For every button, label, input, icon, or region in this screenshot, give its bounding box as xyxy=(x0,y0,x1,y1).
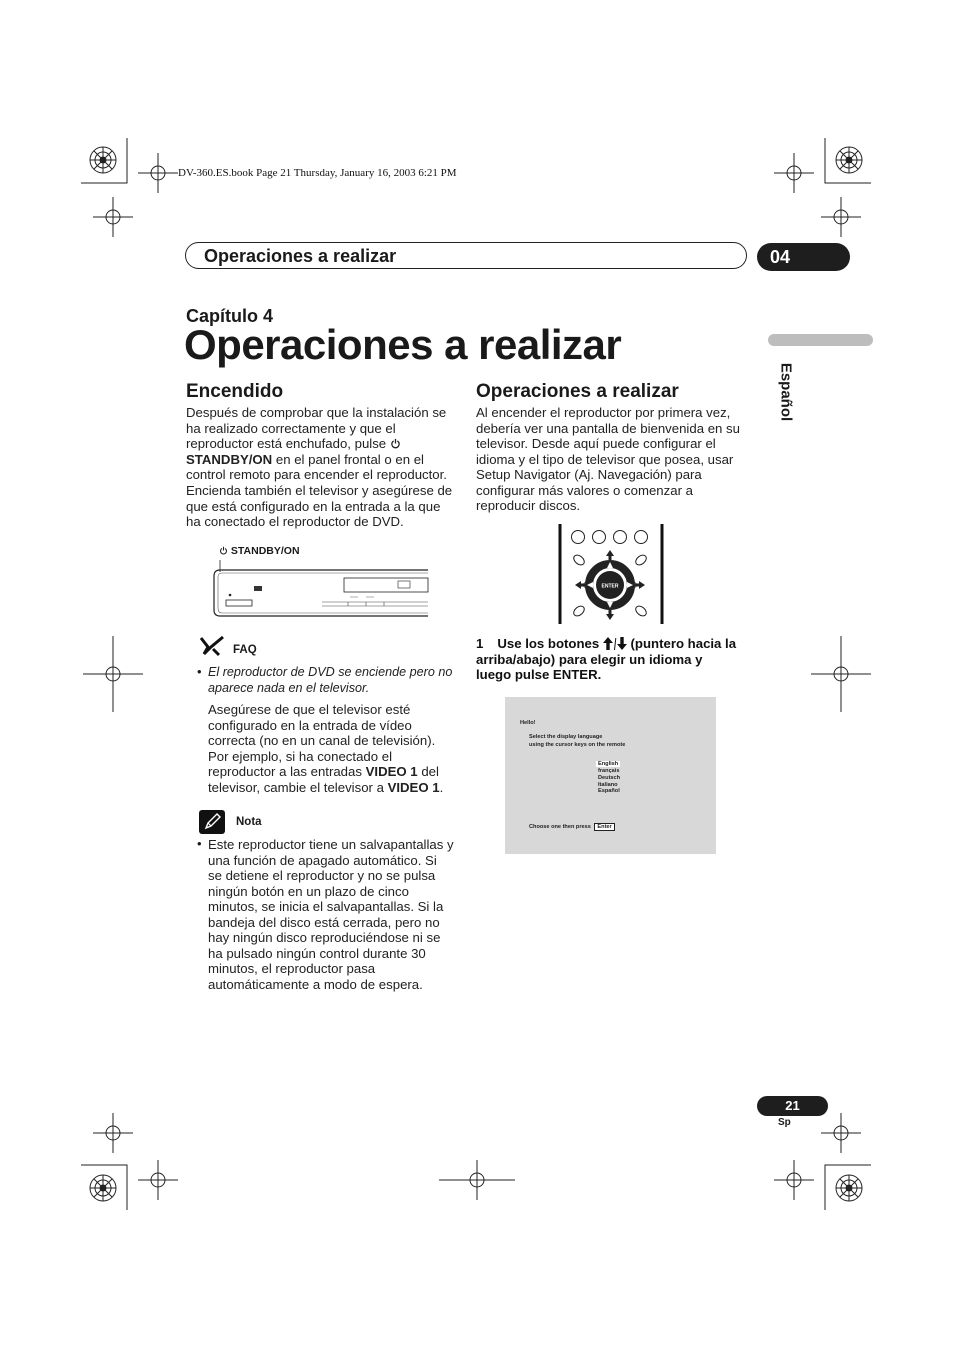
screen-hello: Hello! xyxy=(520,720,536,726)
faq-icon xyxy=(199,635,225,657)
section-title-operaciones: Operaciones a realizar xyxy=(476,381,679,402)
note-icon xyxy=(199,810,225,834)
screen-language-option: français xyxy=(598,768,620,774)
step-1-instruction: 1 Use los botones (puntero hacia la arriba/abajo) para elegir un idioma y luego pulse ENTER. xyxy=(476,636,737,682)
language-tab xyxy=(768,334,873,346)
header-title: Operaciones a realizar xyxy=(204,246,397,266)
page-language-code: Sp xyxy=(778,1117,791,1128)
chapter-label: Capítulo 4 xyxy=(186,306,274,326)
faq-label: FAQ xyxy=(233,644,257,656)
faq-question: El reproductor de DVD se enciende pero no aparece nada en el televisor. xyxy=(208,665,453,695)
note-label: Nota xyxy=(236,816,262,828)
encendido-paragraph-2: Encienda también el televisor y asegúrese de que está configurado en la entrada a la que ha conectado el reproductor de DVD. xyxy=(186,483,453,529)
language-selection-screen xyxy=(505,697,716,854)
screen-language-option: Italiano xyxy=(598,782,618,788)
standby-label: STANDBY/ON xyxy=(219,545,300,557)
bullet: • xyxy=(197,836,202,851)
note-text: Este reproductor tiene un salvapantallas y una función de apagado automático. Si se detiene el reproductor y no se pulsa ningún botón en un plazo de cinco minutos, se inicia el salvapantallas. Si la bandeja del disco está cerrada, pero no hay ningún disco reproduciéndose ni se ha pulsado ningún control durante 30 minutos, el reproductor pasa automáticamente a modo de espera. xyxy=(208,837,454,992)
power-icon xyxy=(390,438,401,449)
chapter-number-badge: 04 xyxy=(757,243,850,271)
screen-language-option: Español xyxy=(598,788,620,794)
encendido-paragraph-1: Después de comprobar que la instalación se ha realizado correctamente y que el reproductor está enchufado, pulse STANDBY/ON en el panel frontal o en el control remoto para encender el reproductor. xyxy=(186,405,447,482)
page-title: Operaciones a realizar xyxy=(184,321,622,368)
step-number: 1 xyxy=(476,636,484,651)
screen-language-option-selected: English xyxy=(598,761,619,767)
screen-instruction-2: using the cursor keys on the remote xyxy=(529,742,626,748)
section-title-encendido: Encendido xyxy=(186,381,284,402)
power-icon xyxy=(219,546,228,555)
operaciones-paragraph: Al encender el reproductor por primera vez, debería ver una pantalla de bienvenida en su televisor. Desde aquí puede configurar el idioma y el tipo de televisor que posea, usar Setup Navigator (Aj. Navegación) para configurar más valores o comenzar a reproducir discos. xyxy=(476,405,740,513)
screen-language-option: Deutsch xyxy=(598,775,621,781)
book-info: DV-360.ES.book Page 21 Thursday, January 16, 2003 6:21 PM xyxy=(178,167,457,179)
language-label: Español xyxy=(777,362,795,422)
screen-footer: Choose one then press Enter xyxy=(529,823,615,831)
remote-enter-label: ENTER xyxy=(601,583,619,590)
faq-answer: Asegúrese de que el televisor esté configurado en la entrada de vídeo correcta (no en un canal de televisión). Por ejemplo, si ha conectado el reproductor a las entradas VIDEO 1 del televisor, cambie el televisor a VIDEO 1. xyxy=(208,702,444,795)
bullet: • xyxy=(197,664,202,679)
screen-enter-key: Enter xyxy=(594,823,614,831)
dvd-player-illustration xyxy=(212,556,430,618)
screen-instruction-1: Select the display language xyxy=(529,734,603,740)
remote-control-illustration xyxy=(557,522,665,626)
page-number: 21 xyxy=(757,1096,828,1116)
up-down-arrows-icon xyxy=(603,637,627,650)
